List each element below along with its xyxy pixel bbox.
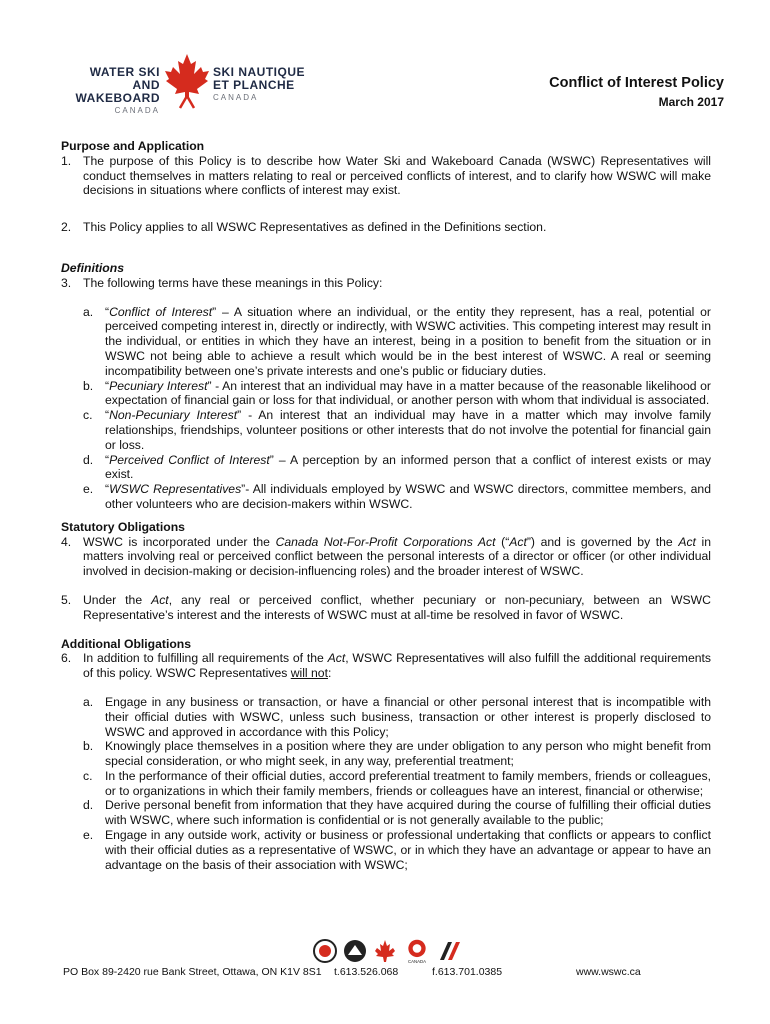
definition-item: d. “Perceived Conflict of Interest” – A perception by an informed person that a conflict of interest exists or may exist.: [83, 452, 711, 482]
sport-logo-icon: [312, 938, 338, 964]
footer-sponsor-logos: [312, 938, 472, 966]
obligation-item: c. In the performance of their official duties, accord preferential treatment to family members, friends or colleagues, or to organizations in which their family members, friends or colleagues have an interest, financial or otherwise;: [83, 768, 711, 798]
paragraph-5: 5. Under the Act, any real or perceived conflict, whether pecuniary or non-pecuniary, between an WSWC Representative’s interest and the interests of WSWC must at all-time be resolved in favor of WSWC.: [61, 592, 711, 622]
obligations-list: [61, 695, 711, 873]
canada-maple-leaf-icon: [372, 938, 398, 964]
paragraph-3: 3. The following terms have these meanings in this Policy:: [61, 275, 383, 290]
footer-phone: t.613.526.068: [334, 966, 399, 978]
maple-leaf-icon: [163, 52, 211, 110]
federation-logo-icon: [342, 938, 368, 964]
document-date: March 2017: [658, 95, 724, 109]
wswc-logo: [68, 52, 308, 115]
document-title: Conflict of Interest Policy: [549, 75, 724, 91]
definitions-list: [61, 305, 711, 512]
logo-english-text: WATER SKI AND WAKEBOARD CANADA: [75, 65, 160, 115]
obligation-item: e. Engage in any outside work, activity or business or professional undertaking that conflicts or appears to conflict with their official duties as a representative of WSWC, or in which they have an advantage or appear to have an advantage on the basis of their association with WSWC;: [83, 828, 711, 872]
paragraph-6: 6. In addition to fulfilling all requirements of the Act, WSWC Representatives will also fulfill the additional requirements of this policy. WSWC Representatives will not:: [61, 651, 711, 681]
obligation-item: b. Knowingly place themselves in a position where they are under obligation to any person who might benefit from special consideration, or who might seek, in any way, preferential treatment;: [83, 739, 711, 769]
paragraph-4: 4. WSWC is incorporated under the Canada Not-For-Profit Corporations Act (“Act”) and is governed by the Act in matters involving real or perceived conflict between the personal interests of a director or officer (or other individual involved in decision-making or decision-influencing roles) and the broader interest of WSWC.: [61, 534, 711, 579]
section-heading-statutory: Statutory Obligations: [61, 519, 185, 534]
definition-item: e. “WSWC Representatives”- All individuals employed by WSWC and WSWC directors, committee members, and other volunteers who are decision-makers within WSWC.: [83, 482, 711, 511]
document-body: [61, 139, 711, 872]
footer-fax: f.613.701.0385: [432, 966, 503, 978]
svg-text:CANADA: CANADA: [407, 959, 427, 964]
definition-item: a. “Conflict of Interest” – A situation where an individual, or the entity they represent, has a real, potential or perceived competing interest in, directly or indirectly, with WSWC activities. This competing interest may result in the individual, or entities in which they have an interest, being in a position to benefit from the situation or in WSWC not being able to achieve a result which would be in the best interest of WSWC. A real or seeming incompatibility between one’s private interests and one’s public or fiduciary duties.: [83, 304, 711, 378]
definition-item: c. “Non-Pecuniary Interest” - An interest that an individual may have in a matter which may involve family relationships, friendships, volunteer positions or other interests that do not involve the potential for financial gain or loss.: [83, 408, 711, 452]
logo-french-text: SKI NAUTIQUE ET PLANCHE CANADA: [213, 65, 306, 102]
footer-website-link[interactable]: www.wswc.ca: [576, 966, 641, 978]
section-heading-additional: Additional Obligations: [61, 636, 191, 651]
obligation-item: a. Engage in any business or transaction, or have a financial or other personal interest that is incompatible with their official duties with WSWC, unless such business, transaction or other interest is properly disclosed to WSWC and approved in accordance with this Policy;: [83, 694, 711, 739]
section-heading-definitions: Definitions: [61, 260, 124, 275]
section-heading-purpose: Purpose and Application: [61, 139, 205, 153]
obligation-item: d. Derive personal benefit from information that they have acquired during the course of fulfilling their official duties with WSWC, where such information is confidential or is not generally available to the public;: [83, 798, 711, 828]
footer-address: PO Box 89-2420 rue Bank Street, Ottawa, ON K1V 8S1: [63, 966, 322, 978]
paragraph-2: 2. This Policy applies to all WSWC Representatives as defined in the Definitions section.: [61, 220, 547, 235]
paragraph-1: 1. The purpose of this Policy is to describe how Water Ski and Wakeboard Canada (WSWC) Representatives will conduct themselves in matters relating to real or perceived conflicts of interest, and to clarify how WSWC will make decisions in situations where conflicts of interest may exist.: [61, 153, 711, 198]
definition-item: b. “Pecuniary Interest” - An interest that an individual may have in a matter because of the reasonable likelihood or expectation of financial gain or loss for that individual, or another person with whom that individual is associated.: [83, 378, 711, 408]
canada-roundel-icon: [404, 938, 430, 964]
paralympic-logo-icon: [436, 938, 462, 964]
